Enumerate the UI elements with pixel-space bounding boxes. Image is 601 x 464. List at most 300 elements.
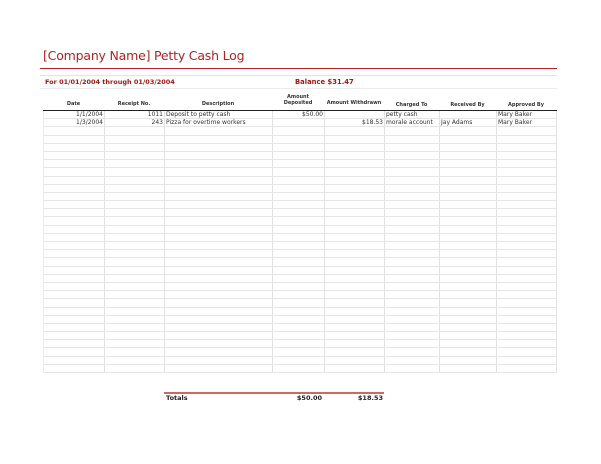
period-divider-bottom — [40, 88, 557, 89]
cell-description[interactable] — [165, 143, 273, 151]
cell-received-by[interactable] — [440, 282, 497, 290]
cell-date[interactable] — [44, 143, 105, 151]
cell-withdrawn[interactable] — [325, 340, 385, 348]
cell-charged-to[interactable] — [385, 348, 440, 356]
cell-description[interactable] — [165, 242, 273, 250]
table-row-empty — [44, 184, 557, 192]
cell-description[interactable] — [165, 274, 273, 282]
cell-date[interactable] — [44, 233, 105, 241]
cell-withdrawn[interactable] — [325, 307, 385, 315]
cell-deposited[interactable] — [273, 323, 325, 331]
cell-withdrawn[interactable] — [325, 282, 385, 290]
table-row-empty — [44, 192, 557, 200]
cell-charged-to[interactable] — [385, 291, 440, 299]
cell-receipt[interactable] — [105, 332, 165, 340]
cell-receipt[interactable]: 243 — [105, 119, 165, 127]
cell-deposited[interactable] — [273, 364, 325, 372]
cell-date[interactable] — [44, 127, 105, 135]
cell-date[interactable] — [44, 291, 105, 299]
cell-date[interactable] — [44, 299, 105, 307]
cell-receipt[interactable] — [105, 135, 165, 143]
cell-receipt[interactable] — [105, 323, 165, 331]
cell-deposited[interactable] — [273, 233, 325, 241]
cell-received-by[interactable] — [440, 111, 497, 119]
cell-deposited[interactable] — [273, 151, 325, 159]
cell-charged-to[interactable] — [385, 299, 440, 307]
petty-cash-table — [43, 111, 556, 373]
cell-description[interactable] — [165, 176, 273, 184]
cell-date[interactable] — [44, 151, 105, 159]
cell-description[interactable] — [165, 364, 273, 372]
cell-description[interactable] — [165, 127, 273, 135]
table-row-empty — [44, 291, 557, 299]
cell-received-by[interactable] — [440, 274, 497, 282]
cell-deposited[interactable] — [273, 209, 325, 217]
cell-deposited[interactable] — [273, 119, 325, 127]
period-range: For 01/01/2004 through 01/03/2004 — [45, 78, 175, 86]
cell-deposited[interactable] — [273, 201, 325, 209]
cell-receipt[interactable] — [105, 340, 165, 348]
cell-withdrawn[interactable] — [325, 127, 385, 135]
cell-charged-to[interactable] — [385, 135, 440, 143]
cell-date[interactable] — [44, 201, 105, 209]
table-row-empty — [44, 250, 557, 258]
cell-approved-by[interactable] — [497, 201, 557, 209]
cell-date[interactable] — [44, 315, 105, 323]
cell-description[interactable] — [165, 192, 273, 200]
cell-deposited[interactable] — [273, 143, 325, 151]
cell-charged-to[interactable] — [385, 242, 440, 250]
cell-deposited[interactable] — [273, 184, 325, 192]
cell-withdrawn[interactable] — [325, 266, 385, 274]
table-row-empty — [44, 266, 557, 274]
header-withdrawn: Amount Withdrawn — [326, 100, 382, 106]
cell-deposited[interactable] — [273, 250, 325, 258]
cell-withdrawn[interactable] — [325, 258, 385, 266]
cell-charged-to[interactable] — [385, 307, 440, 315]
cell-approved-by[interactable] — [497, 151, 557, 159]
cell-charged-to[interactable] — [385, 160, 440, 168]
cell-received-by[interactable] — [440, 315, 497, 323]
cell-receipt[interactable] — [105, 225, 165, 233]
totals-deposited: $50.00 — [296, 394, 322, 402]
cell-withdrawn[interactable] — [325, 217, 385, 225]
cell-approved-by[interactable] — [497, 323, 557, 331]
table-row-empty — [44, 307, 557, 315]
header-charged-to: Charged To — [395, 102, 428, 108]
cell-approved-by[interactable] — [497, 356, 557, 364]
cell-charged-to[interactable] — [385, 364, 440, 372]
totals-label: Totals — [166, 394, 188, 402]
cell-receipt[interactable] — [105, 184, 165, 192]
cell-charged-to[interactable] — [385, 340, 440, 348]
cell-received-by[interactable] — [440, 299, 497, 307]
cell-charged-to[interactable] — [385, 332, 440, 340]
cell-date[interactable] — [44, 250, 105, 258]
cell-description[interactable]: Pizza for overtime workers — [165, 119, 273, 127]
cell-withdrawn[interactable] — [325, 192, 385, 200]
table-row-empty — [44, 135, 557, 143]
cell-date[interactable] — [44, 332, 105, 340]
cell-approved-by[interactable] — [497, 160, 557, 168]
table-row — [44, 119, 557, 127]
cell-approved-by[interactable] — [497, 258, 557, 266]
cell-charged-to[interactable] — [385, 184, 440, 192]
cell-receipt[interactable] — [105, 127, 165, 135]
cell-date[interactable] — [44, 217, 105, 225]
cell-charged-to[interactable] — [385, 127, 440, 135]
cell-received-by[interactable] — [440, 258, 497, 266]
cell-received-by[interactable] — [440, 266, 497, 274]
cell-approved-by[interactable] — [497, 168, 557, 176]
cell-receipt[interactable] — [105, 274, 165, 282]
cell-description[interactable] — [165, 151, 273, 159]
cell-description[interactable] — [165, 217, 273, 225]
cell-charged-to[interactable] — [385, 282, 440, 290]
table-row-empty — [44, 168, 557, 176]
cell-date[interactable] — [44, 258, 105, 266]
cell-received-by[interactable] — [440, 217, 497, 225]
table-row-empty — [44, 282, 557, 290]
table-row-empty — [44, 176, 557, 184]
cell-charged-to[interactable]: petty cash — [385, 111, 440, 119]
cell-received-by[interactable] — [440, 209, 497, 217]
cell-description[interactable] — [165, 160, 273, 168]
cell-approved-by[interactable] — [497, 176, 557, 184]
cell-date[interactable] — [44, 209, 105, 217]
cell-received-by[interactable] — [440, 323, 497, 331]
cell-date[interactable] — [44, 364, 105, 372]
cell-approved-by[interactable] — [497, 135, 557, 143]
cell-approved-by[interactable] — [497, 315, 557, 323]
cell-date[interactable] — [44, 176, 105, 184]
totals-withdrawn: $18.53 — [357, 394, 383, 402]
cell-charged-to[interactable] — [385, 143, 440, 151]
cell-approved-by[interactable] — [497, 332, 557, 340]
cell-withdrawn[interactable] — [325, 135, 385, 143]
cell-description[interactable] — [165, 258, 273, 266]
cell-approved-by[interactable] — [497, 299, 557, 307]
cell-receipt[interactable] — [105, 160, 165, 168]
cell-description[interactable] — [165, 266, 273, 274]
cell-withdrawn[interactable] — [325, 201, 385, 209]
cell-charged-to[interactable] — [385, 258, 440, 266]
table-row-empty — [44, 217, 557, 225]
cell-receipt[interactable] — [105, 356, 165, 364]
cell-description[interactable] — [165, 250, 273, 258]
cell-deposited[interactable] — [273, 160, 325, 168]
cell-approved-by[interactable] — [497, 225, 557, 233]
table-row-empty — [44, 356, 557, 364]
cell-received-by[interactable] — [440, 340, 497, 348]
cell-withdrawn[interactable] — [325, 225, 385, 233]
cell-received-by[interactable]: Jay Adams — [440, 119, 497, 127]
cell-charged-to[interactable] — [385, 315, 440, 323]
cell-description[interactable] — [165, 332, 273, 340]
cell-description[interactable] — [165, 291, 273, 299]
cell-approved-by[interactable] — [497, 217, 557, 225]
cell-charged-to[interactable] — [385, 274, 440, 282]
cell-charged-to[interactable] — [385, 168, 440, 176]
cell-approved-by[interactable] — [497, 364, 557, 372]
cell-charged-to[interactable] — [385, 323, 440, 331]
cell-withdrawn[interactable] — [325, 356, 385, 364]
cell-receipt[interactable] — [105, 282, 165, 290]
cell-receipt[interactable] — [105, 168, 165, 176]
cell-charged-to[interactable] — [385, 266, 440, 274]
cell-description[interactable] — [165, 233, 273, 241]
cell-withdrawn[interactable] — [325, 364, 385, 372]
cell-deposited[interactable] — [273, 340, 325, 348]
cell-date[interactable] — [44, 266, 105, 274]
cell-approved-by[interactable] — [497, 209, 557, 217]
cell-charged-to[interactable] — [385, 217, 440, 225]
table-row-empty — [44, 258, 557, 266]
table-row-empty — [44, 315, 557, 323]
table-row-empty — [44, 332, 557, 340]
cell-charged-to[interactable] — [385, 209, 440, 217]
cell-received-by[interactable] — [440, 250, 497, 258]
cell-withdrawn[interactable] — [325, 111, 385, 119]
cell-charged-to[interactable] — [385, 250, 440, 258]
table-row-empty — [44, 364, 557, 372]
cell-deposited[interactable] — [273, 225, 325, 233]
cell-withdrawn[interactable] — [325, 315, 385, 323]
cell-deposited[interactable] — [273, 217, 325, 225]
cell-receipt[interactable] — [105, 250, 165, 258]
table-row-empty — [44, 299, 557, 307]
header-date: Date — [66, 101, 81, 107]
cell-approved-by[interactable] — [497, 291, 557, 299]
cell-charged-to[interactable] — [385, 201, 440, 209]
cell-date[interactable] — [44, 348, 105, 356]
cell-deposited[interactable] — [273, 315, 325, 323]
header-receipt: Receipt No. — [117, 101, 151, 107]
cell-description[interactable] — [165, 340, 273, 348]
cell-approved-by[interactable] — [497, 233, 557, 241]
table-row-empty — [44, 201, 557, 209]
cell-withdrawn[interactable] — [325, 151, 385, 159]
cell-description[interactable] — [165, 307, 273, 315]
cell-description[interactable] — [165, 356, 273, 364]
cell-date[interactable] — [44, 323, 105, 331]
cell-approved-by[interactable] — [497, 307, 557, 315]
cell-withdrawn[interactable] — [325, 291, 385, 299]
cell-withdrawn[interactable] — [325, 143, 385, 151]
cell-receipt[interactable] — [105, 266, 165, 274]
cell-received-by[interactable] — [440, 127, 497, 135]
table-row — [44, 111, 557, 119]
cell-date[interactable] — [44, 340, 105, 348]
cell-received-by[interactable] — [440, 176, 497, 184]
cell-deposited[interactable] — [273, 192, 325, 200]
cell-approved-by[interactable] — [497, 192, 557, 200]
cell-approved-by[interactable]: Mary Baker — [497, 111, 557, 119]
cell-received-by[interactable] — [440, 160, 497, 168]
cell-received-by[interactable] — [440, 143, 497, 151]
cell-deposited[interactable] — [273, 176, 325, 184]
cell-receipt[interactable] — [105, 258, 165, 266]
cell-approved-by[interactable] — [497, 242, 557, 250]
cell-approved-by[interactable] — [497, 184, 557, 192]
cell-date[interactable] — [44, 184, 105, 192]
cell-received-by[interactable] — [440, 332, 497, 340]
cell-deposited[interactable] — [273, 282, 325, 290]
header-description: Description — [201, 101, 235, 107]
cell-approved-by[interactable] — [497, 266, 557, 274]
cell-withdrawn[interactable] — [325, 168, 385, 176]
cell-receipt[interactable] — [105, 364, 165, 372]
cell-description[interactable] — [165, 135, 273, 143]
cell-deposited[interactable] — [273, 307, 325, 315]
cell-receipt[interactable] — [105, 176, 165, 184]
cell-received-by[interactable] — [440, 356, 497, 364]
cell-deposited[interactable] — [273, 242, 325, 250]
cell-approved-by[interactable] — [497, 250, 557, 258]
cell-received-by[interactable] — [440, 291, 497, 299]
cell-date[interactable] — [44, 307, 105, 315]
cell-deposited[interactable] — [273, 299, 325, 307]
cell-charged-to[interactable] — [385, 233, 440, 241]
cell-date[interactable] — [44, 135, 105, 143]
cell-withdrawn[interactable] — [325, 250, 385, 258]
cell-deposited[interactable] — [273, 168, 325, 176]
cell-date[interactable] — [44, 192, 105, 200]
balance-value: Balance $31.47 — [295, 78, 354, 86]
cell-withdrawn[interactable] — [325, 209, 385, 217]
header-deposited-line1: Amount — [286, 94, 310, 100]
cell-date[interactable] — [44, 168, 105, 176]
cell-receipt[interactable] — [105, 217, 165, 225]
cell-approved-by[interactable] — [497, 127, 557, 135]
cell-description[interactable] — [165, 184, 273, 192]
cell-withdrawn[interactable] — [325, 233, 385, 241]
cell-date[interactable] — [44, 282, 105, 290]
cell-receipt[interactable] — [105, 151, 165, 159]
cell-withdrawn[interactable] — [325, 176, 385, 184]
cell-deposited[interactable] — [273, 258, 325, 266]
cell-description[interactable] — [165, 168, 273, 176]
cell-deposited[interactable] — [273, 348, 325, 356]
cell-received-by[interactable] — [440, 184, 497, 192]
cell-approved-by[interactable] — [497, 143, 557, 151]
cell-withdrawn[interactable]: $18.53 — [325, 119, 385, 127]
cell-charged-to[interactable] — [385, 225, 440, 233]
cell-charged-to[interactable] — [385, 356, 440, 364]
cell-approved-by[interactable] — [497, 274, 557, 282]
cell-receipt[interactable] — [105, 143, 165, 151]
cell-received-by[interactable] — [440, 151, 497, 159]
cell-received-by[interactable] — [440, 168, 497, 176]
cell-received-by[interactable] — [440, 192, 497, 200]
cell-withdrawn[interactable] — [325, 332, 385, 340]
cell-receipt[interactable] — [105, 291, 165, 299]
cell-deposited[interactable] — [273, 127, 325, 135]
cell-deposited[interactable] — [273, 332, 325, 340]
cell-receipt[interactable] — [105, 201, 165, 209]
cell-description[interactable]: Deposit to petty cash — [165, 111, 273, 119]
cell-withdrawn[interactable] — [325, 299, 385, 307]
table-row-empty — [44, 127, 557, 135]
title-divider — [40, 68, 557, 69]
cell-approved-by[interactable] — [497, 282, 557, 290]
table-row-empty — [44, 242, 557, 250]
cell-receipt[interactable] — [105, 233, 165, 241]
cell-charged-to[interactable]: morale account — [385, 119, 440, 127]
cell-date[interactable] — [44, 274, 105, 282]
cell-description[interactable] — [165, 348, 273, 356]
cell-description[interactable] — [165, 323, 273, 331]
table-row-empty — [44, 209, 557, 217]
cell-receipt[interactable] — [105, 307, 165, 315]
page-title: [Company Name] Petty Cash Log — [43, 48, 245, 63]
cell-charged-to[interactable] — [385, 176, 440, 184]
cell-deposited[interactable] — [273, 274, 325, 282]
cell-withdrawn[interactable] — [325, 323, 385, 331]
cell-description[interactable] — [165, 282, 273, 290]
cell-description[interactable] — [165, 299, 273, 307]
cell-withdrawn[interactable] — [325, 242, 385, 250]
cell-date[interactable] — [44, 225, 105, 233]
cell-receipt[interactable] — [105, 242, 165, 250]
cell-deposited[interactable] — [273, 135, 325, 143]
cell-received-by[interactable] — [440, 225, 497, 233]
cell-deposited[interactable] — [273, 291, 325, 299]
cell-receipt[interactable]: 1011 — [105, 111, 165, 119]
table-row-empty — [44, 274, 557, 282]
cell-description[interactable] — [165, 209, 273, 217]
cell-charged-to[interactable] — [385, 151, 440, 159]
cell-deposited[interactable] — [273, 266, 325, 274]
cell-deposited[interactable] — [273, 356, 325, 364]
cell-withdrawn[interactable] — [325, 184, 385, 192]
cell-approved-by[interactable]: Mary Baker — [497, 119, 557, 127]
cell-receipt[interactable] — [105, 348, 165, 356]
cell-date[interactable]: 1/3/2004 — [44, 119, 105, 127]
table-row-empty — [44, 151, 557, 159]
cell-withdrawn[interactable] — [325, 348, 385, 356]
cell-description[interactable] — [165, 225, 273, 233]
cell-date[interactable] — [44, 160, 105, 168]
cell-received-by[interactable] — [440, 242, 497, 250]
cell-date[interactable]: 1/1/2004 — [44, 111, 105, 119]
cell-received-by[interactable] — [440, 348, 497, 356]
cell-approved-by[interactable] — [497, 348, 557, 356]
cell-description[interactable] — [165, 315, 273, 323]
header-approved-by: Approved By — [508, 102, 544, 108]
table-row-empty — [44, 340, 557, 348]
cell-date[interactable] — [44, 356, 105, 364]
cell-charged-to[interactable] — [385, 192, 440, 200]
cell-received-by[interactable] — [440, 201, 497, 209]
table-row-empty — [44, 160, 557, 168]
cell-receipt[interactable] — [105, 315, 165, 323]
table-row-empty — [44, 225, 557, 233]
cell-date[interactable] — [44, 242, 105, 250]
cell-received-by[interactable] — [440, 233, 497, 241]
cell-receipt[interactable] — [105, 209, 165, 217]
cell-withdrawn[interactable] — [325, 160, 385, 168]
cell-received-by[interactable] — [440, 135, 497, 143]
cell-description[interactable] — [165, 201, 273, 209]
cell-received-by[interactable] — [440, 364, 497, 372]
cell-receipt[interactable] — [105, 192, 165, 200]
cell-deposited[interactable]: $50.00 — [273, 111, 325, 119]
cell-received-by[interactable] — [440, 307, 497, 315]
cell-receipt[interactable] — [105, 299, 165, 307]
cell-approved-by[interactable] — [497, 340, 557, 348]
cell-withdrawn[interactable] — [325, 274, 385, 282]
